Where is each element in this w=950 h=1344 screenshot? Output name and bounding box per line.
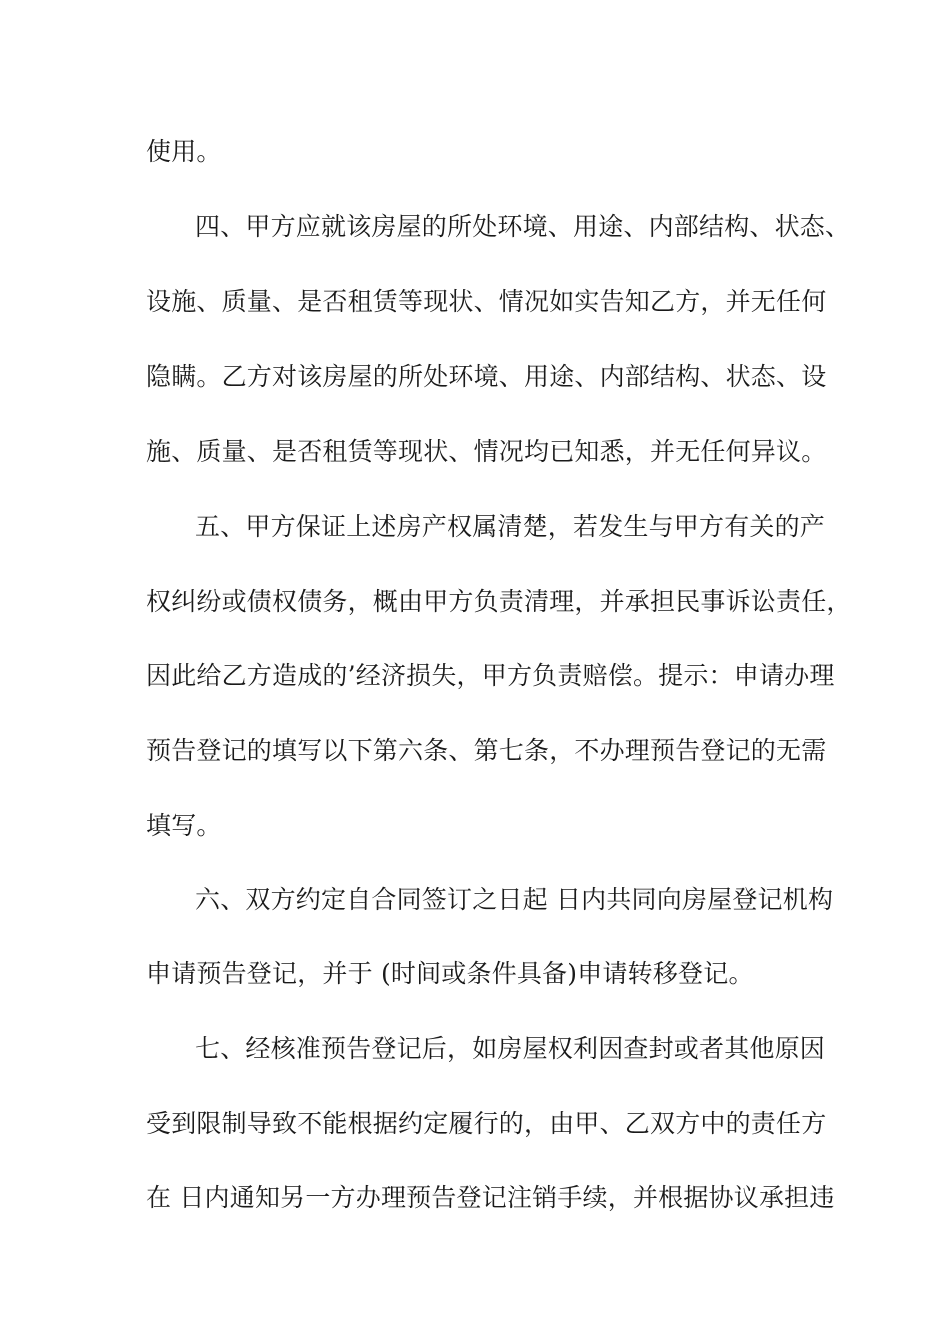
text-line: 权纠纷或债权债务，概由甲方负责清理，并承担民事诉讼责任， (146, 587, 852, 616)
text-line: 施、质量、是否租赁等现状、情况均已知悉，并无任何异议。 (146, 437, 827, 466)
text-line: 使用。 (146, 137, 222, 166)
text-line: 六、双方约定自合同签订之日起 日内共同向房屋登记机构 (195, 885, 834, 914)
text-line: 因此给乙方造成的’经济损失，甲方负责赔偿。提示：申请办理 (146, 661, 835, 690)
text-line: 填写。 (146, 811, 222, 840)
text-line: 在 日内通知另一方办理预告登记注销手续，并根据协议承担违 (146, 1183, 835, 1212)
text-line: 七、经核准预告登记后，如房屋权利因查封或者其他原因 (195, 1034, 826, 1063)
text-line: 四、甲方应就该房屋的所处环境、用途、内部结构、状态、 (195, 212, 851, 241)
text-line: 申请预告登记，并于 (时间或条件具备)申请转移登记。 (146, 959, 754, 988)
text-line: 受到限制导致不能根据约定履行的，由甲、乙双方中的责任方 (146, 1109, 827, 1138)
text-line: 设施、质量、是否租赁等现状、情况如实告知乙方，并无任何 (146, 287, 827, 316)
text-line: 隐瞒。乙方对该房屋的所处环境、用途、内部结构、状态、设 (146, 362, 827, 391)
text-line: 五、甲方保证上述房产权属清楚，若发生与甲方有关的产 (195, 512, 826, 541)
text-line: 预告登记的填写以下第六条、第七条，不办理预告登记的无需 (146, 736, 827, 765)
